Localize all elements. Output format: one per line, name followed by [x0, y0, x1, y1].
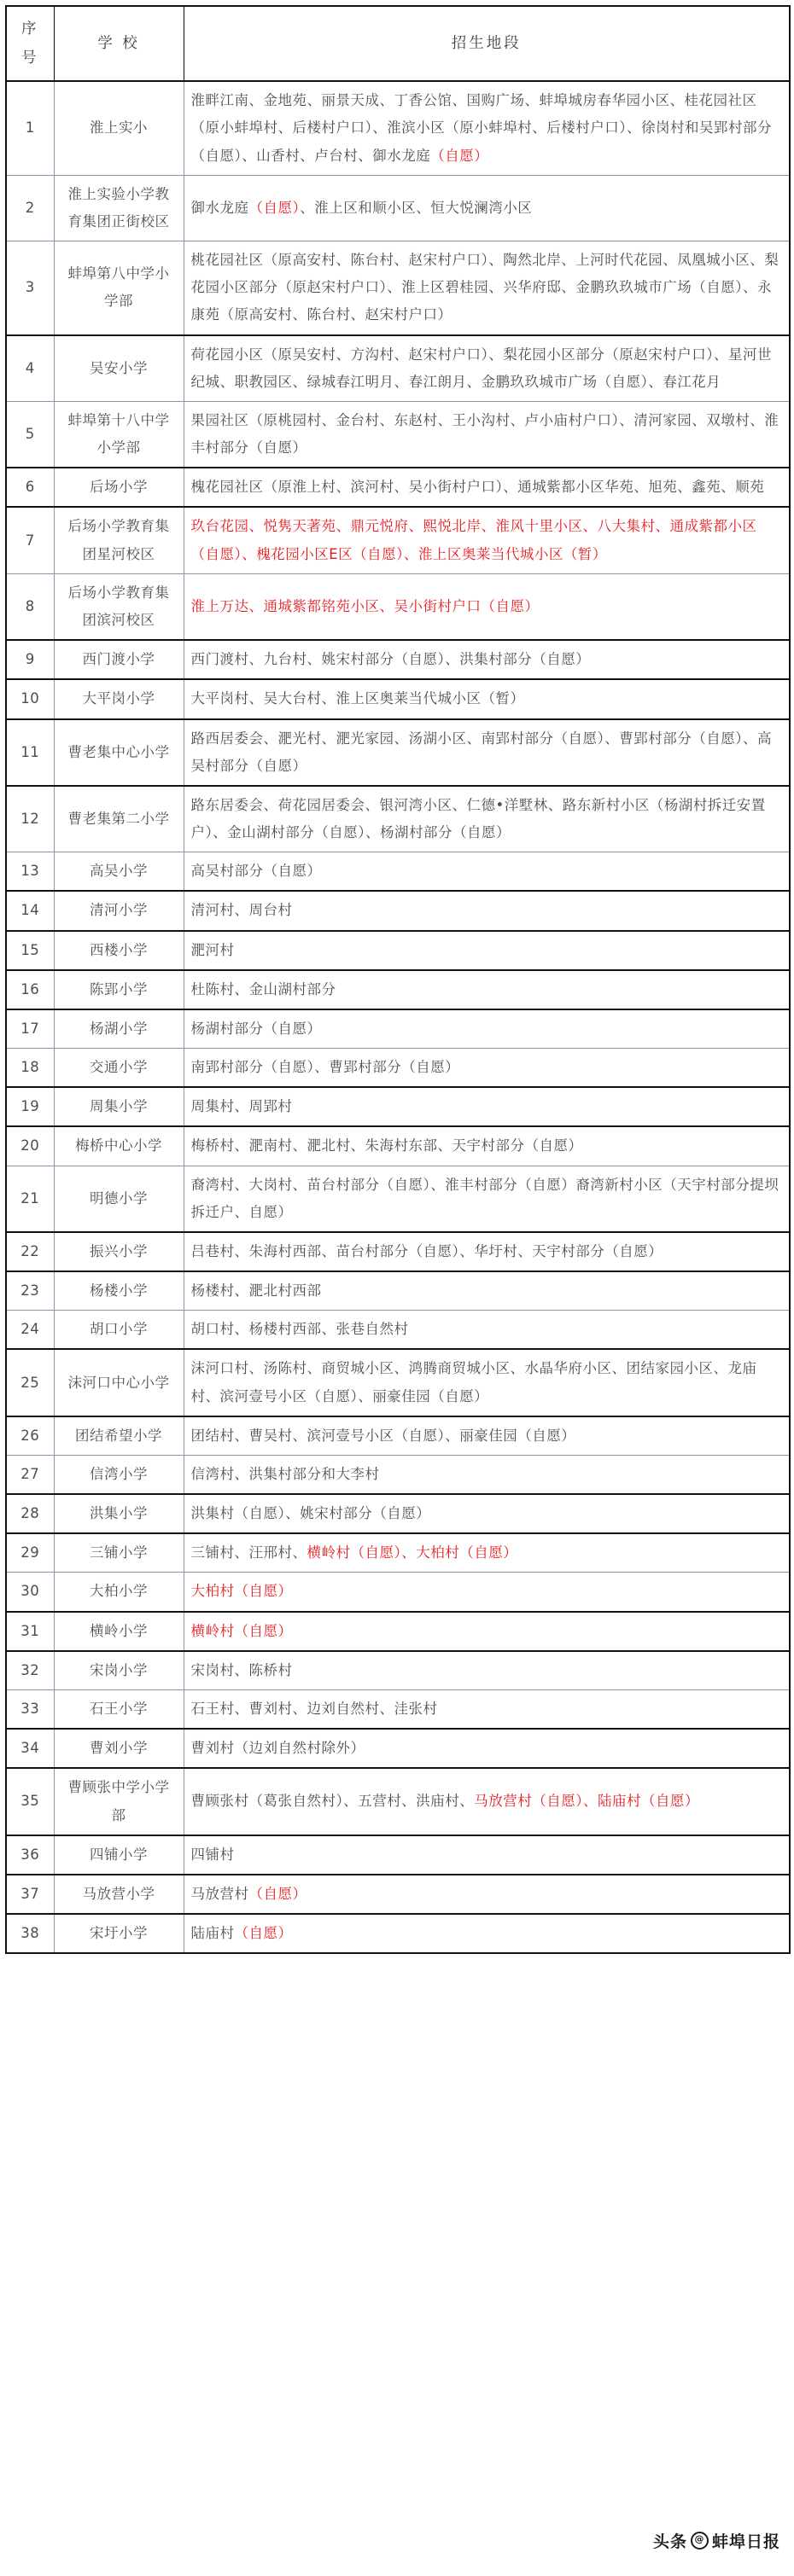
school-name: 曹刘小学 [54, 1729, 184, 1768]
enrollment-area [184, 401, 790, 468]
school-name: 宋岗小学 [54, 1651, 184, 1690]
table-row [6, 1875, 790, 1914]
row-index: 11 [6, 719, 54, 786]
row-index: 12 [6, 786, 54, 852]
school-name: 明德小学 [54, 1166, 184, 1232]
column-header-school: 学 校 [54, 6, 184, 81]
area-text: 石王村、曹刘村、边刘自然村、洼张村 [190, 1700, 438, 1717]
area-text-highlight: 淮上万达、通城紫都铭苑小区、吴小街村户口（自愿） [190, 597, 540, 614]
area-text: 杜陈村、金山湖村部分 [190, 980, 336, 997]
table-row [6, 1533, 790, 1573]
row-index: 17 [6, 1009, 54, 1049]
school-name: 梅桥中心小学 [54, 1126, 184, 1166]
enrollment-area [184, 1232, 790, 1271]
school-name: 西门渡小学 [54, 640, 184, 679]
school-name: 蚌埠第八中学小学部 [54, 241, 184, 335]
table-row [6, 1232, 790, 1271]
table-header [6, 6, 790, 81]
table-row [6, 640, 790, 679]
enrollment-area [184, 1166, 790, 1232]
table-row [6, 1651, 790, 1690]
area-text: 清河村、周台村 [190, 902, 293, 919]
table-row [6, 970, 790, 1009]
enrollment-area [184, 679, 790, 718]
table-row [6, 1494, 790, 1533]
enrollment-area [184, 1349, 790, 1416]
school-name: 蚌埠第十八中学小学部 [54, 401, 184, 468]
area-text: 高吴村部分（自愿） [190, 863, 322, 880]
column-header-index: 序 号 [6, 6, 54, 81]
area-text: 淮畔江南、金地苑、丽景天成、丁香公馆、国购广场、蚌埠城房春华园小区、桂花园社区（原小蚌埠村、后楼村户口）、淮滨小区（原小蚌埠村、后楼村户口）、徐岗村和吴郢村部分（自愿）、山香村、卢台村、御水龙庭 [190, 92, 772, 164]
school-name: 信湾小学 [54, 1455, 184, 1494]
row-index: 14 [6, 891, 54, 930]
area-text: 吕巷村、朱海村西部、苗台村部分（自愿）、华圩村、天宇村部分（自愿） [190, 1242, 663, 1259]
row-index: 30 [6, 1573, 54, 1612]
enrollment-area [184, 891, 790, 930]
area-text: 马放营村 [190, 1885, 249, 1902]
table-row [6, 335, 790, 402]
table-row [6, 1416, 790, 1456]
area-text: 沫河口村、汤陈村、商贸城小区、鸿腾商贸城小区、水晶华府小区、团结家园小区、龙庙村、滨河壹号小区（自愿）、丽豪佳园（自愿） [190, 1360, 757, 1404]
school-name: 清河小学 [54, 891, 184, 930]
school-name: 大柏小学 [54, 1573, 184, 1612]
school-name: 交通小学 [54, 1049, 184, 1088]
row-index: 21 [6, 1166, 54, 1232]
enrollment-area [184, 1651, 790, 1690]
area-text: 、淮上区和顺小区、恒大悦澜湾小区 [300, 199, 533, 216]
row-index: 16 [6, 970, 54, 1009]
column-header-area: 招生地段 [184, 6, 790, 81]
table-row [6, 507, 790, 573]
enrollment-area [184, 1311, 790, 1350]
school-name: 曹老集中心小学 [54, 719, 184, 786]
table-row [6, 1126, 790, 1166]
area-text-highlight: 大柏村（自愿） [190, 1583, 293, 1600]
enrollment-area [184, 1416, 790, 1456]
school-name: 大平岗小学 [54, 679, 184, 718]
school-name: 曹老集第二小学 [54, 786, 184, 852]
table-row [6, 1271, 790, 1311]
table-row [6, 891, 790, 930]
school-name: 四铺小学 [54, 1835, 184, 1875]
row-index: 9 [6, 640, 54, 679]
row-index: 3 [6, 241, 54, 335]
watermark [653, 2529, 780, 2552]
area-text-highlight: （自愿） [248, 199, 301, 216]
school-name: 淮上实验小学教育集团正街校区 [54, 175, 184, 241]
row-index: 26 [6, 1416, 54, 1456]
enrollment-area [184, 1494, 790, 1533]
area-text: 四铺村 [190, 1846, 235, 1863]
enrollment-area [184, 468, 790, 507]
row-index: 25 [6, 1349, 54, 1416]
area-text: 南郢村部分（自愿）、曹郢村部分（自愿） [190, 1059, 460, 1076]
area-text: 杨湖村部分（自愿） [190, 1020, 322, 1037]
school-name: 横岭小学 [54, 1612, 184, 1651]
row-index: 18 [6, 1049, 54, 1088]
table-row [6, 1349, 790, 1416]
area-text: 信湾村、洪集村部分和大李村 [190, 1465, 380, 1482]
area-text: 胡口村、杨楼村西部、张巷自然村 [190, 1321, 409, 1338]
table-row [6, 1049, 790, 1088]
watermark-prefix: 头条 [652, 2532, 687, 2551]
row-index: 28 [6, 1494, 54, 1533]
enrollment-area [184, 640, 790, 679]
row-index: 27 [6, 1455, 54, 1494]
enrollment-area [184, 1533, 790, 1573]
table-row [6, 1455, 790, 1494]
school-name: 杨湖小学 [54, 1009, 184, 1049]
enrollment-area [184, 1729, 790, 1768]
table-row [6, 1689, 790, 1729]
school-name: 周集小学 [54, 1087, 184, 1126]
enrollment-area [184, 1914, 790, 1953]
area-text: 路西居委会、淝光村、淝光家园、汤湖小区、南郢村部分（自愿）、曹郢村部分（自愿）、高吴村部分（自愿） [190, 730, 772, 774]
row-index: 7 [6, 507, 54, 573]
enrollment-table [5, 5, 791, 1954]
enrollment-area [184, 719, 790, 786]
school-name: 三铺小学 [54, 1533, 184, 1573]
area-text: 洪集村（自愿）、姚宋村部分（自愿） [190, 1505, 431, 1522]
area-text: 杨楼村、淝北村西部 [190, 1282, 322, 1300]
area-text: 宋岗村、陈桥村 [190, 1661, 293, 1678]
enrollment-area [184, 852, 790, 892]
school-name: 高吴小学 [54, 852, 184, 892]
row-index: 6 [6, 468, 54, 507]
table-row [6, 468, 790, 507]
table-row [6, 1612, 790, 1651]
watermark-at-icon: @ [691, 2532, 709, 2550]
school-name: 团结希望小学 [54, 1416, 184, 1456]
school-name: 洪集小学 [54, 1494, 184, 1533]
row-index: 19 [6, 1087, 54, 1126]
row-index: 2 [6, 175, 54, 241]
school-name: 吴安小学 [54, 335, 184, 402]
row-index: 4 [6, 335, 54, 402]
row-index: 1 [6, 81, 54, 175]
area-text: 西门渡村、九台村、姚宋村部分（自愿）、洪集村部分（自愿） [190, 651, 591, 668]
table-body [6, 81, 790, 1953]
table-row [6, 786, 790, 852]
row-index: 13 [6, 852, 54, 892]
enrollment-area [184, 1049, 790, 1088]
row-index: 22 [6, 1232, 54, 1271]
area-text: 梅桥村、淝南村、淝北村、朱海村东部、天宇村部分（自愿） [190, 1137, 583, 1154]
enrollment-area [184, 1271, 790, 1311]
area-text-highlight: （自愿） [248, 1885, 307, 1902]
row-index: 8 [6, 573, 54, 640]
area-text: 曹顾张村（葛张自然村）、五营村、洪庙村、 [190, 1793, 475, 1810]
row-index: 23 [6, 1271, 54, 1311]
area-text: 路东居委会、荷花园居委会、银河湾小区、仁德•洋墅林、路东新村小区（杨湖村拆迁安置户）、金山湖村部分（自愿）、杨湖村部分（自愿） [190, 796, 766, 841]
school-name: 沫河口中心小学 [54, 1349, 184, 1416]
row-index: 10 [6, 679, 54, 718]
school-name: 淮上实小 [54, 81, 184, 175]
row-index: 29 [6, 1533, 54, 1573]
school-name: 马放营小学 [54, 1875, 184, 1914]
area-text: 槐花园社区（原淮上村、滨河村、吴小街村户口）、通城紫都小区华苑、旭苑、鑫苑、顺苑 [190, 479, 765, 496]
enrollment-area [184, 1875, 790, 1914]
enrollment-area [184, 1835, 790, 1875]
header-row [6, 6, 790, 81]
area-text: 淝河村 [190, 941, 235, 958]
table-row [6, 719, 790, 786]
table-row [6, 241, 790, 335]
table-row [6, 679, 790, 718]
enrollment-area [184, 1009, 790, 1049]
school-name: 西楼小学 [54, 931, 184, 970]
area-text: 荷花园小区（原吴安村、方沟村、赵宋村户口）、梨花园小区部分（原赵宋村户口）、星河世纪城、职教园区、绿城春江明月、春江朗月、金鹏玖玖城市广场（自愿）、春江花月 [190, 346, 772, 390]
table-row [6, 852, 790, 892]
enrollment-area [184, 970, 790, 1009]
row-index: 35 [6, 1768, 54, 1835]
area-text-highlight: 玖台花园、悦隽天著苑、鼎元悦府、熙悦北岸、淮风十里小区、八大集村、通成紫都小区（自愿）、槐花园小区E区（自愿）、淮上区奥莱当代城小区（暂） [190, 518, 757, 562]
area-text-highlight: 横岭村（自愿） [190, 1622, 293, 1639]
enrollment-area [184, 241, 790, 335]
table-row [6, 81, 790, 175]
enrollment-area [184, 1689, 790, 1729]
school-name: 后场小学教育集团星河校区 [54, 507, 184, 573]
row-index: 34 [6, 1729, 54, 1768]
school-name: 振兴小学 [54, 1232, 184, 1271]
area-text: 果园社区（原桃园村、金台村、东赵村、王小沟村、卢小庙村户口）、清河家园、双墩村、淮丰村部分（自愿） [190, 411, 779, 456]
row-index: 15 [6, 931, 54, 970]
table-row [6, 1835, 790, 1875]
area-text: 周集村、周郢村 [190, 1098, 293, 1115]
enrollment-area [184, 1455, 790, 1494]
row-index: 24 [6, 1311, 54, 1350]
school-name: 石王小学 [54, 1689, 184, 1729]
area-text-highlight: （自愿） [430, 147, 489, 164]
enrollment-area [184, 507, 790, 573]
table-row [6, 1768, 790, 1835]
enrollment-area [184, 1768, 790, 1835]
table-row [6, 1914, 790, 1953]
enrollment-area [184, 786, 790, 852]
watermark-source: 蚌埠日报 [711, 2532, 780, 2551]
area-text: 御水龙庭 [190, 199, 249, 216]
school-name: 陈郢小学 [54, 970, 184, 1009]
area-text-highlight: 马放营村（自愿）、陆庙村（自愿） [474, 1793, 699, 1810]
school-name: 胡口小学 [54, 1311, 184, 1350]
enrollment-area [184, 175, 790, 241]
row-index: 37 [6, 1875, 54, 1914]
enrollment-area [184, 1126, 790, 1166]
area-text: 桃花园社区（原高安村、陈台村、赵宋村户口）、陶然北岸、上河时代花园、凤凰城小区、梨花园小区部分（原赵宋村户口）、淮上区碧桂园、兴华府邸、金鹏玖玖城市广场（自愿）、永康苑（原高安村、陈台村、赵宋村户口） [190, 252, 779, 323]
area-text: 大平岗村、吴大台村、淮上区奥莱当代城小区（暂） [190, 690, 525, 707]
enrollment-area [184, 1573, 790, 1612]
enrollment-area [184, 931, 790, 970]
table-row [6, 1166, 790, 1232]
table-row [6, 1009, 790, 1049]
row-index: 20 [6, 1126, 54, 1166]
school-name: 杨楼小学 [54, 1271, 184, 1311]
row-index: 33 [6, 1689, 54, 1729]
enrollment-area [184, 1612, 790, 1651]
area-text-highlight: （自愿） [234, 1925, 293, 1942]
row-index: 36 [6, 1835, 54, 1875]
school-name: 宋圩小学 [54, 1914, 184, 1953]
table-row [6, 1087, 790, 1126]
enrollment-area [184, 1087, 790, 1126]
row-index: 38 [6, 1914, 54, 1953]
school-name: 后场小学 [54, 468, 184, 507]
row-index: 5 [6, 401, 54, 468]
area-text: 陆庙村 [190, 1925, 235, 1942]
table-row [6, 1311, 790, 1350]
school-name: 后场小学教育集团滨河校区 [54, 573, 184, 640]
enrollment-area [184, 573, 790, 640]
row-index: 32 [6, 1651, 54, 1690]
table-row [6, 401, 790, 468]
table-row [6, 573, 790, 640]
area-text: 三铺村、汪邢村、 [190, 1544, 307, 1561]
area-text: 曹刘村（边刘自然村除外） [190, 1740, 365, 1757]
area-text: 团结村、曹吴村、滨河壹号小区（自愿）、丽豪佳园（自愿） [190, 1427, 576, 1444]
table-row [6, 1729, 790, 1768]
enrollment-area [184, 335, 790, 402]
table-row [6, 931, 790, 970]
table-row [6, 175, 790, 241]
school-name: 曹顾张中学小学部 [54, 1768, 184, 1835]
table-row [6, 1573, 790, 1612]
enrollment-area [184, 81, 790, 175]
area-text: 裔湾村、大岗村、苗台村部分（自愿）、淮丰村部分（自愿）裔湾新村小区（天宇村部分提坝拆迁户、自愿） [190, 1176, 779, 1220]
row-index: 31 [6, 1612, 54, 1651]
area-text-highlight: 横岭村（自愿）、大柏村（自愿） [307, 1544, 518, 1561]
